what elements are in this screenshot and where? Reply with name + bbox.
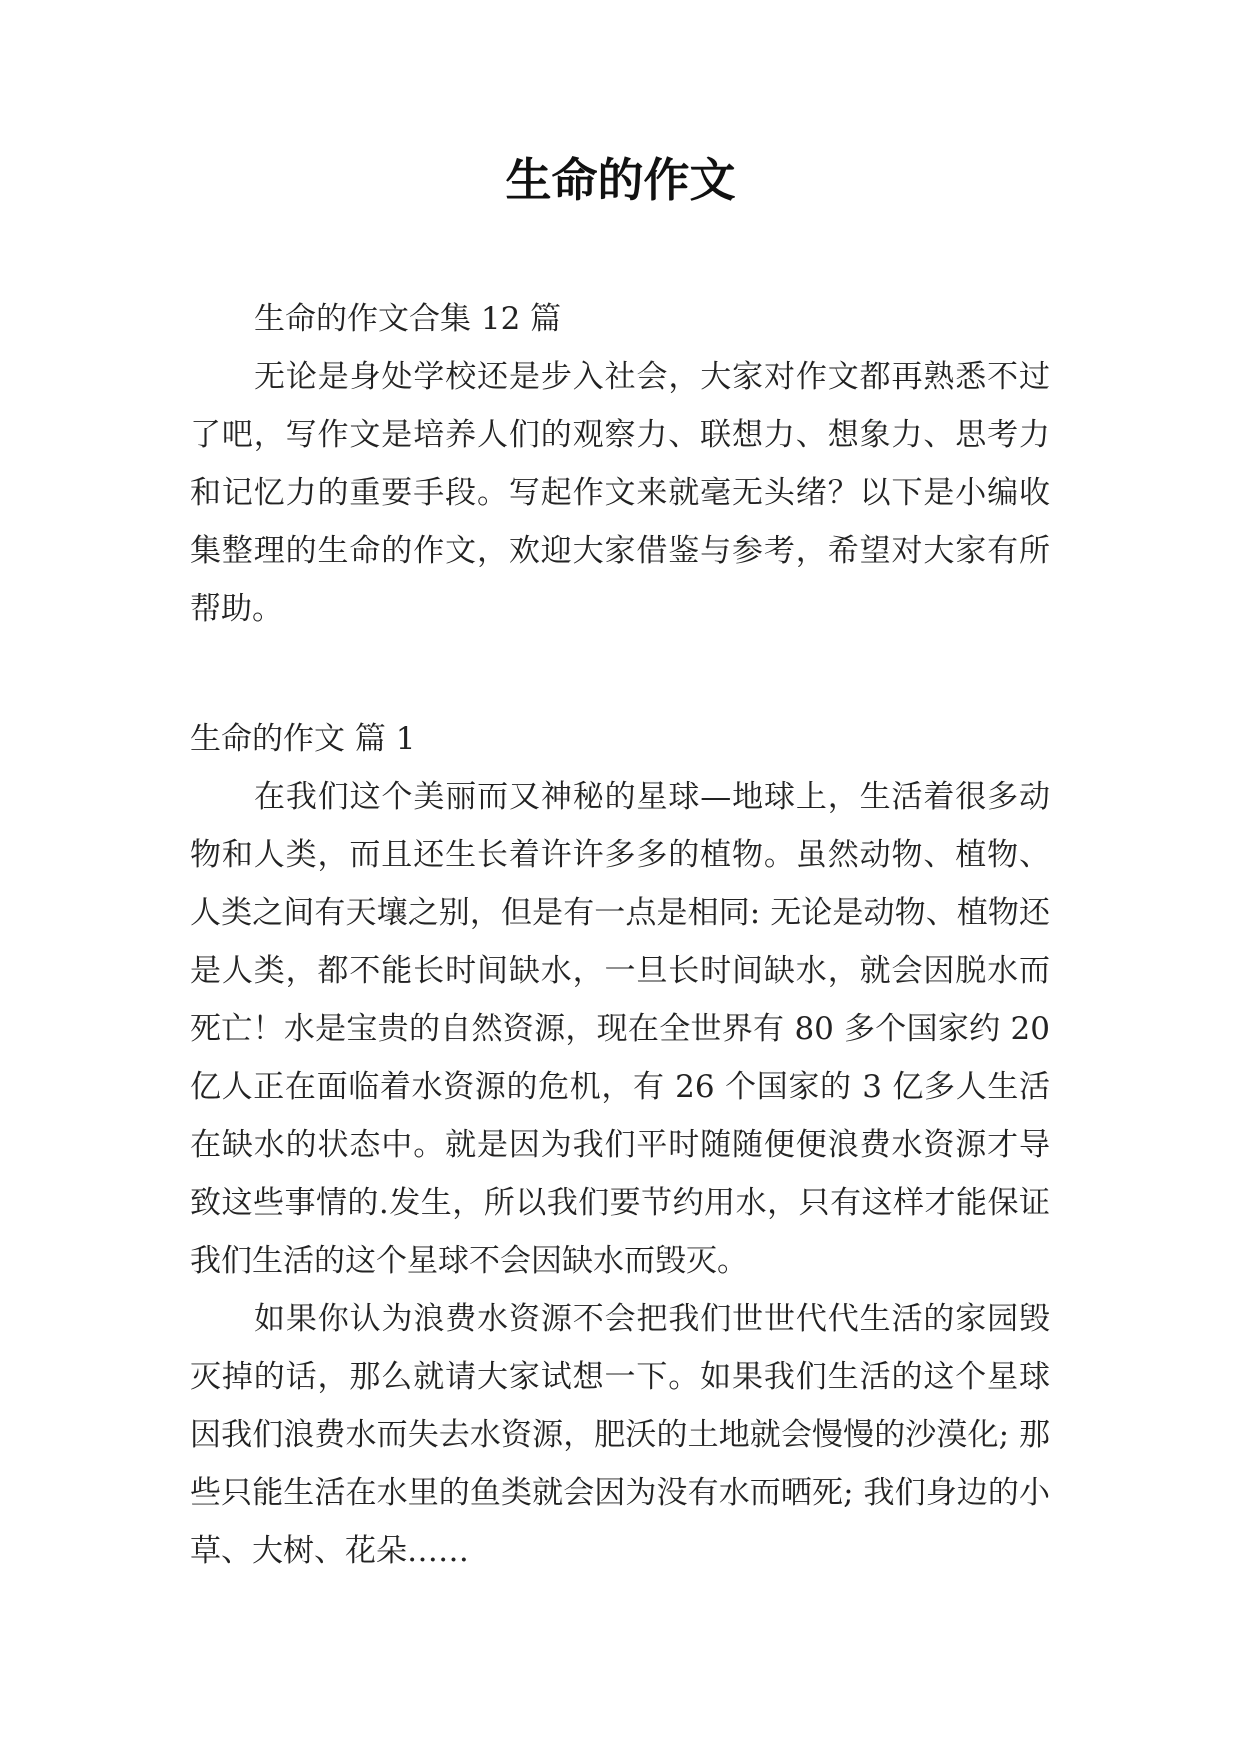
section-heading: 生命的作文 篇 1 [190, 721, 416, 757]
section-spacer [190, 638, 1050, 710]
body-paragraph: 在我们这个美丽而又神秘的星球—地球上，生活着很多动物和人类，而且还生长着许许多多的植物。虽然动物、植物、人类之间有天壤之别，但是有一点是相同: 无论是动物、植物还是人类，都不能长时间缺水，一旦长时间缺水，就会因脱水而死亡！水是宝贵的自然资源，现在全世界有 80 多个国家约 20 亿人正在面临着水资源的危机，有 26 个国家的 3 亿多人生活在缺水的状态中。就是因为我们平时随随便便浪费水资源才导致这些事情的.发生，所以我们要节约用水，只有这样才能保证我们生活的这个星球不会因缺水而毁灭。 [190, 779, 1050, 1279]
body-paragraph: 如果你认为浪费水资源不会把我们世世代代生活的家园毁灭掉的话，那么就请大家试想一下。如果我们生活的这个星球因我们浪费水而失去水资源，肥沃的土地就会慢慢的沙漠化; 那些只能生活在水里的鱼类就会因为没有水而晒死; 我们身边的小草、大树、花朵…… [190, 1301, 1050, 1569]
collection-subtitle: 生命的作文合集 12 篇 [254, 301, 562, 337]
page-title: 生命的作文 [505, 153, 736, 207]
intro-paragraph: 无论是身处学校还是步入社会，大家对作文都再熟悉不过了吧，写作文是培养人们的观察力、联想力、想象力、思考力和记忆力的重要手段。写起作文来就毫无头绪？以下是小编收集整理的生命的作文，欢迎大家借鉴与参考，希望对大家有所帮助。 [190, 359, 1050, 627]
document-body [190, 290, 1050, 1580]
